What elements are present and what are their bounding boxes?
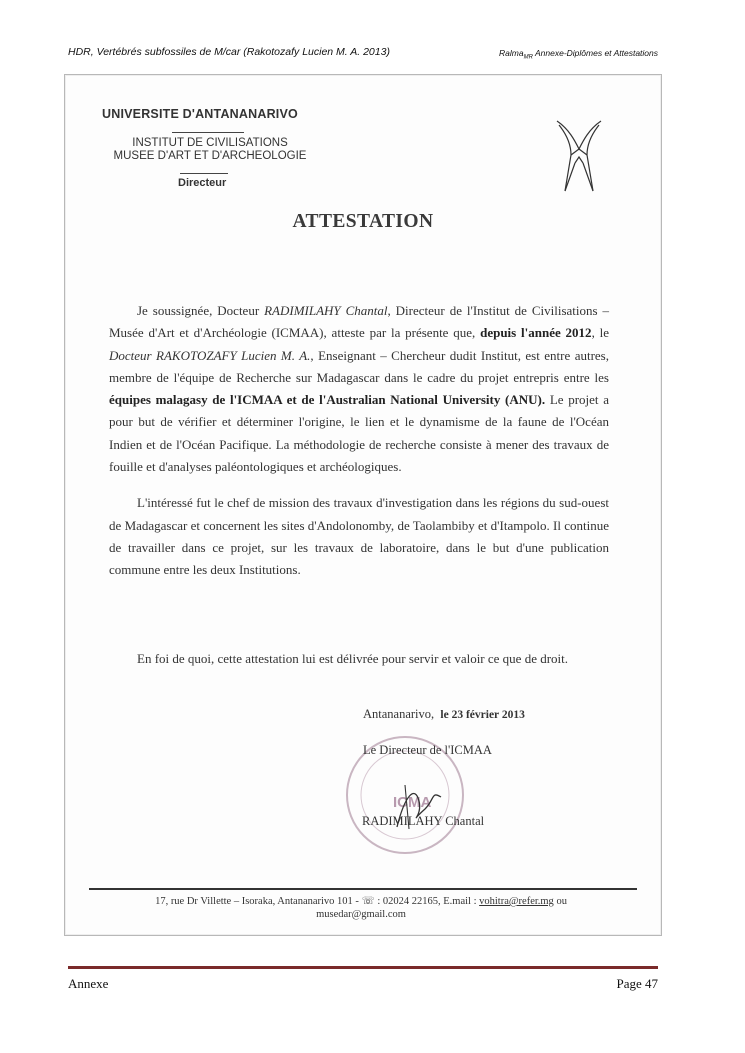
letterhead-address: 17, rue Dr Villette – Isoraka, Antananarivo 101 - ☏ : 02024 22165, E.mail : vohitra@refer.mg ou musedar@gmail.com	[155, 896, 567, 920]
scanned-attestation	[64, 74, 662, 936]
phone-icon: ☏	[361, 896, 375, 907]
paragraph-2: L'intéressé fut le chef de mission des travaux d'investigation dans les régions du sud-ouest de Madagascar et concernent les sites d'Andolonomby, de Taolambiby et d'Itampolo. Il continue de travailler dans ce projet, sur les travaux de laboratoire, dans le but d'une publication commune entre les deux Institutions.	[109, 495, 609, 578]
paragraph-1: Je soussignée, Docteur RADIMILAHY Chantal, Directeur de l'Institut de Civilisations – Musée d'Art et d'Archéologie (ICMAA), atteste par la présente que, depuis l'année 2012, le Docteur RAKOTOZAFY Lucien M. A., Enseignant – Chercheur dudit Institut, est entre autres, membre de l'équipe de Recherche sur Madagascar dans le cadre du projet entrepris entre les équipes malagasy de l'ICMAA et de l'Australian National University (ANU). Le projet a pour but de vérifier et déterminer l'origine, le lien et le dynamisme de la faune de l'Océan Indien et de l'Océan Pacifique. La méthodologie de recherche consiste à mener des travaux de fouille et d'analyses paléontologiques et archéologiques.	[109, 303, 609, 475]
svg-text:ICMA: ICMA	[393, 794, 432, 811]
email-link: vohitra@refer.mg	[479, 896, 554, 907]
institute-logo-icon	[549, 111, 609, 197]
director-label: Directeur	[178, 177, 227, 189]
header-left-text: HDR, Vertébrés subfossiles de M/car (Rakotozafy Lucien M. A. 2013)	[68, 46, 390, 58]
divider	[89, 888, 637, 890]
divider	[172, 132, 244, 133]
signatory-name: RADIMILAHY Chantal	[362, 814, 485, 828]
divider	[180, 173, 228, 174]
attestation-body	[109, 300, 609, 582]
university-name: UNIVERSITE D'ANTANANARIVO	[102, 107, 298, 121]
footer-divider	[68, 966, 658, 969]
document-title: ATTESTATION	[292, 211, 434, 232]
signatory-role: Le Directeur de l'ICMAA	[363, 743, 492, 757]
place-and-date: Antananarivo, le 23 février 2013	[363, 707, 525, 721]
header-right-text: Ralma$_{MR}$ Annexe-Diplômes et Attestations	[499, 48, 658, 61]
footer-section-label: Annexe	[68, 976, 109, 991]
page-number: Page 47	[616, 976, 658, 991]
institute-name: INSTITUT DE CIVILISATIONS MUSEE D'ART ET D'ARCHEOLOGIE	[113, 137, 307, 162]
closing-sentence: En foi de quoi, cette attestation lui est délivrée pour servir et valoir ce que de droit.	[137, 651, 569, 666]
running-header	[68, 44, 658, 62]
